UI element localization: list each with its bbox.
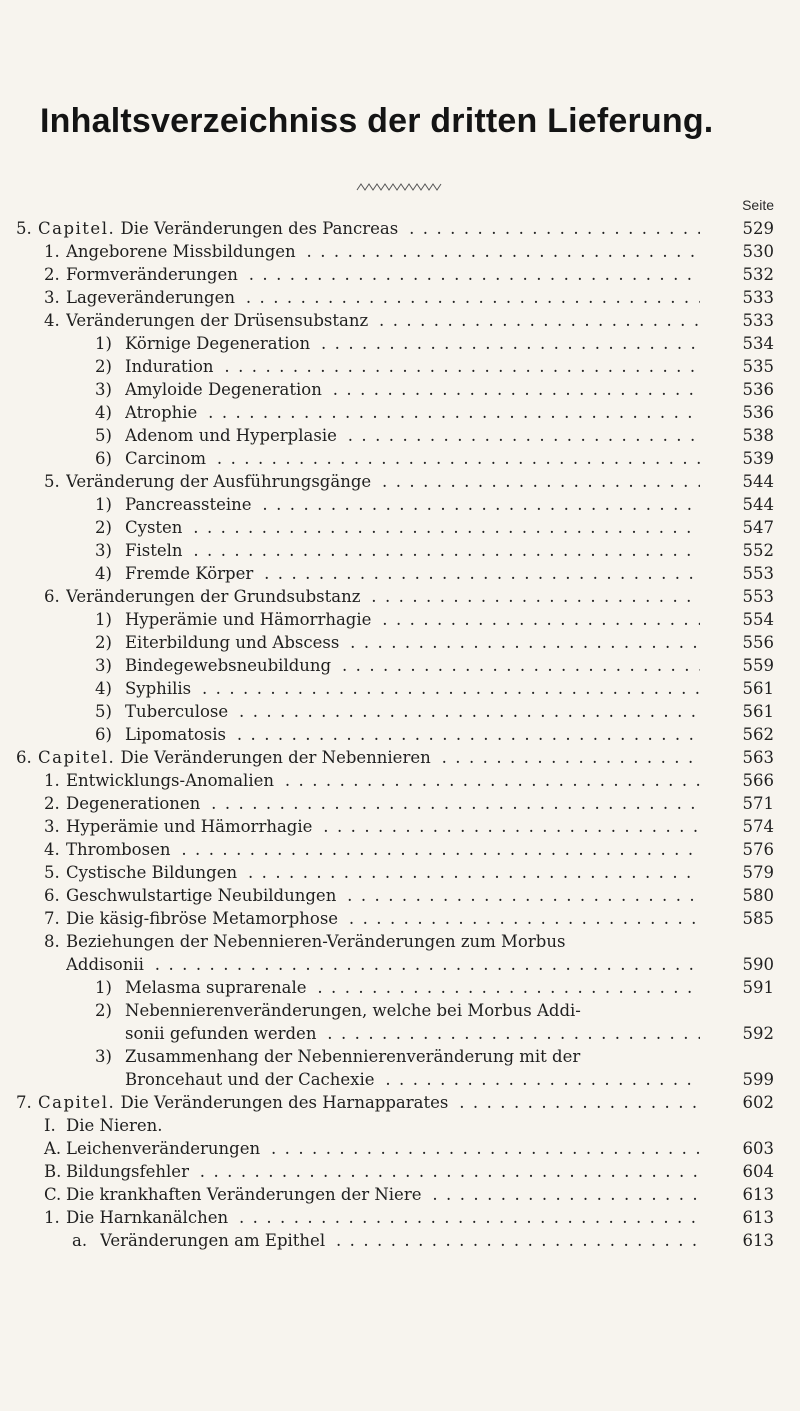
- entry-page: 563: [742, 748, 774, 767]
- entry-page: 604: [742, 1162, 774, 1181]
- toc-entry: [0, 769, 800, 792]
- entry-text: Capitel. Die Veränderungen des Pancreas: [38, 219, 402, 238]
- entry-text: Veränderungen der Drüsensubstanz: [66, 311, 372, 330]
- entry-number: 2): [95, 633, 112, 652]
- entry-number: 1.: [44, 771, 60, 790]
- entry-page: 552: [742, 541, 774, 560]
- entry-number: 2.: [44, 265, 60, 284]
- entry-page: 574: [742, 817, 774, 836]
- entry-number: a.: [72, 1231, 88, 1250]
- entry-number: 6.: [44, 587, 60, 606]
- entry-number: 8.: [44, 932, 60, 951]
- entry-page: 536: [742, 403, 774, 422]
- wavy-ornament: [355, 180, 445, 194]
- entry-page: 591: [742, 978, 774, 997]
- entry-text: Addisonii: [66, 955, 148, 974]
- entry-text: Die käsig-fibröse Metamorphose: [66, 909, 342, 928]
- toc-entry: [0, 240, 800, 263]
- toc-entry: [0, 1091, 800, 1114]
- toc-entry: [0, 286, 800, 309]
- entry-number: 1): [95, 978, 112, 997]
- entry-text: Formveränderungen: [66, 265, 242, 284]
- entry-page: 571: [742, 794, 774, 813]
- entry-page: 590: [742, 955, 774, 974]
- entry-text: Hyperämie und Hämorrhagie: [125, 610, 375, 629]
- entry-text: Melasma suprarenale: [125, 978, 311, 997]
- entry-text: Fremde Körper: [125, 564, 257, 583]
- entry-text: Bindegewebsneubildung: [125, 656, 335, 675]
- entry-page: 553: [742, 564, 774, 583]
- toc-entry: [0, 677, 800, 700]
- entry-text: Körnige Degeneration: [125, 334, 314, 353]
- entry-number: 1.: [44, 1208, 60, 1227]
- entry-page: 556: [742, 633, 774, 652]
- toc-entry: [0, 355, 800, 378]
- entry-page: 539: [742, 449, 774, 468]
- toc-entry: [0, 976, 800, 999]
- toc-entry: [0, 263, 800, 286]
- entry-number: 5): [95, 702, 112, 721]
- entry-page: 613: [742, 1208, 774, 1227]
- entry-number: A.: [44, 1139, 62, 1158]
- entry-number: B.: [44, 1162, 62, 1181]
- entry-page: 544: [742, 472, 774, 491]
- entry-text: Fisteln: [125, 541, 187, 560]
- entry-page: 592: [742, 1024, 774, 1043]
- toc-entry: [0, 907, 800, 930]
- entry-page: 533: [742, 288, 774, 307]
- toc-entry: [0, 493, 800, 516]
- toc-entry: [0, 401, 800, 424]
- toc-entry: [0, 332, 800, 355]
- entry-number: 3): [95, 1047, 112, 1066]
- entry-number: 2): [95, 518, 112, 537]
- entry-text: Syphilis: [125, 679, 195, 698]
- entry-page: 544: [742, 495, 774, 514]
- entry-number: 3): [95, 656, 112, 675]
- entry-text: Hyperämie und Hämorrhagie: [66, 817, 316, 836]
- toc-entry-continuation: [0, 953, 800, 976]
- entry-page: 579: [742, 863, 774, 882]
- entry-number: 7.: [16, 1093, 32, 1112]
- entry-text: Lageveränderungen: [66, 288, 239, 307]
- entry-number: 5.: [44, 863, 60, 882]
- entry-text: Eiterbildung und Abscess: [125, 633, 343, 652]
- entry-page: 534: [742, 334, 774, 353]
- toc-entry: [0, 470, 800, 493]
- entry-number: 7.: [44, 909, 60, 928]
- entry-number: I.: [44, 1116, 56, 1135]
- toc-entry: [0, 838, 800, 861]
- entry-text: Entwicklungs-Anomalien: [66, 771, 278, 790]
- entry-number: 4): [95, 403, 112, 422]
- toc-entry: [0, 562, 800, 585]
- entry-page: 530: [742, 242, 774, 261]
- entry-page: 603: [742, 1139, 774, 1158]
- entry-text: Die Nieren.: [66, 1116, 167, 1135]
- entry-page: 599: [742, 1070, 774, 1089]
- entry-text: sonii gefunden werden: [125, 1024, 320, 1043]
- entry-text: Thrombosen: [66, 840, 174, 859]
- entry-number: 4): [95, 564, 112, 583]
- entry-number: 5.: [16, 219, 32, 238]
- entry-page: 580: [742, 886, 774, 905]
- entry-number: 1): [95, 334, 112, 353]
- entry-text: Bildungsfehler: [66, 1162, 193, 1181]
- entry-number: 5.: [44, 472, 60, 491]
- page-title: Inhaltsverzeichniss der dritten Lieferung.: [40, 102, 714, 140]
- entry-number: 2): [95, 1001, 112, 1020]
- page-column-header: Seite: [742, 197, 774, 213]
- entry-text: Capitel. Die Veränderungen der Nebennieren: [38, 748, 435, 767]
- toc-entry: [0, 1137, 800, 1160]
- entry-page: 559: [742, 656, 774, 675]
- toc-entry: [0, 608, 800, 631]
- toc-entry: [0, 815, 800, 838]
- entry-text: Cysten: [125, 518, 186, 537]
- toc-entry: [0, 217, 800, 240]
- entry-text: Lipomatosis: [125, 725, 230, 744]
- toc-entry: [0, 700, 800, 723]
- toc-entry: [0, 447, 800, 470]
- entry-page: 538: [742, 426, 774, 445]
- entry-page: 561: [742, 679, 774, 698]
- entry-text: Tuberculose: [125, 702, 232, 721]
- entry-number: 5): [95, 426, 112, 445]
- entry-text: Geschwulstartige Neubildungen: [66, 886, 340, 905]
- entry-number: 1): [95, 610, 112, 629]
- chapter-label: Capitel.: [38, 219, 116, 238]
- entry-text: Zusammenhang der Nebennierenveränderung mit der: [125, 1047, 584, 1066]
- toc-entry: [0, 884, 800, 907]
- entry-number: 3): [95, 380, 112, 399]
- entry-text: Veränderung der Ausführungsgänge: [66, 472, 375, 491]
- chapter-label: Capitel.: [38, 748, 116, 767]
- toc-entry: [0, 999, 800, 1022]
- entry-number: 4.: [44, 840, 60, 859]
- entry-page: 602: [742, 1093, 774, 1112]
- entry-page: 585: [742, 909, 774, 928]
- entry-text: Induration: [125, 357, 218, 376]
- entry-text: Amyloide Degeneration: [125, 380, 326, 399]
- entry-page: 566: [742, 771, 774, 790]
- entry-text: Cystische Bildungen: [66, 863, 241, 882]
- entry-number: 6): [95, 725, 112, 744]
- toc-entry: [0, 1045, 800, 1068]
- entry-text: Die Harnkanälchen: [66, 1208, 232, 1227]
- toc-entry: [0, 792, 800, 815]
- toc-entry: [0, 585, 800, 608]
- entry-page: 547: [742, 518, 774, 537]
- entry-page: 554: [742, 610, 774, 629]
- entry-text: Nebennierenveränderungen, welche bei Morbus Addi-: [125, 1001, 585, 1020]
- entry-text: Capitel. Die Veränderungen des Harnapparates: [38, 1093, 452, 1112]
- entry-text: Pancreassteine: [125, 495, 256, 514]
- entry-text: Adenom und Hyperplasie: [125, 426, 341, 445]
- toc-entry: [0, 539, 800, 562]
- entry-text: Carcinom: [125, 449, 210, 468]
- toc-entry: [0, 631, 800, 654]
- entry-number: 4.: [44, 311, 60, 330]
- entry-page: 576: [742, 840, 774, 859]
- entry-number: 3.: [44, 817, 60, 836]
- toc-entry-continuation: [0, 1068, 800, 1091]
- entry-text: Beziehungen der Nebennieren-Veränderungen zum Morbus: [66, 932, 569, 951]
- toc-entry: [0, 516, 800, 539]
- entry-number: 2): [95, 357, 112, 376]
- entry-text: Veränderungen der Grundsubstanz: [66, 587, 364, 606]
- entry-page: 529: [742, 219, 774, 238]
- toc-entry: [0, 654, 800, 677]
- entry-text: Leichenveränderungen: [66, 1139, 264, 1158]
- toc-entry: [0, 746, 800, 769]
- toc-entry: [0, 1183, 800, 1206]
- entry-number: 2.: [44, 794, 60, 813]
- toc-entry: [0, 723, 800, 746]
- entry-number: 6.: [44, 886, 60, 905]
- toc-entry: [0, 1160, 800, 1183]
- entry-number: 6.: [16, 748, 32, 767]
- entry-page: 535: [742, 357, 774, 376]
- entry-number: 1): [95, 495, 112, 514]
- entry-number: 4): [95, 679, 112, 698]
- toc-entry: [0, 424, 800, 447]
- toc-entry: [0, 861, 800, 884]
- entry-page: 613: [742, 1185, 774, 1204]
- entry-text: Degenerationen: [66, 794, 204, 813]
- table-of-contents: [0, 217, 800, 1252]
- entry-page: 561: [742, 702, 774, 721]
- entry-page: 536: [742, 380, 774, 399]
- toc-entry: [0, 1114, 800, 1137]
- entry-number: 3.: [44, 288, 60, 307]
- entry-number: 6): [95, 449, 112, 468]
- entry-number: 1.: [44, 242, 60, 261]
- toc-entry: [0, 1206, 800, 1229]
- entry-page: 533: [742, 311, 774, 330]
- toc-entry: [0, 309, 800, 332]
- entry-page: 613: [742, 1231, 774, 1250]
- toc-entry: [0, 1229, 800, 1252]
- entry-text: Die krankhaften Veränderungen der Niere: [66, 1185, 425, 1204]
- entry-text: Veränderungen am Epithel: [100, 1231, 329, 1250]
- entry-page: 532: [742, 265, 774, 284]
- toc-entry: [0, 378, 800, 401]
- chapter-label: Capitel.: [38, 1093, 116, 1112]
- entry-text: Angeborene Missbildungen: [66, 242, 300, 261]
- toc-entry-continuation: [0, 1022, 800, 1045]
- toc-entry: [0, 930, 800, 953]
- entry-page: 562: [742, 725, 774, 744]
- entry-number: C.: [44, 1185, 62, 1204]
- entry-text: Broncehaut und der Cachexie: [125, 1070, 379, 1089]
- entry-number: 3): [95, 541, 112, 560]
- entry-text: Atrophie: [125, 403, 201, 422]
- entry-page: 553: [742, 587, 774, 606]
